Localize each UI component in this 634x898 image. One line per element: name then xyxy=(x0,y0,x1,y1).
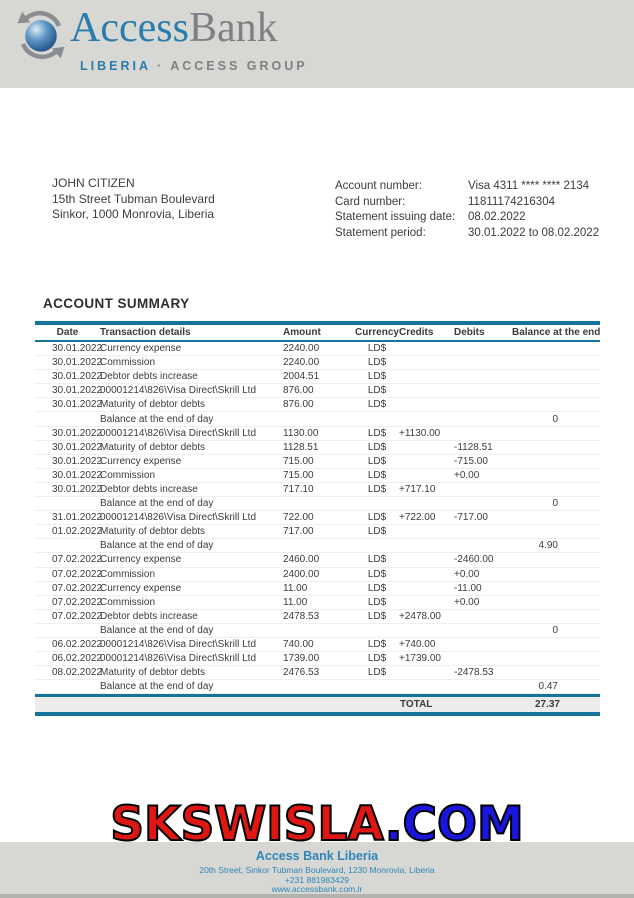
cell-details: Currency expense xyxy=(100,554,182,566)
cell-debits: -717.00 xyxy=(454,512,488,524)
cell-date: 08.02.2022 xyxy=(52,667,103,679)
table-row xyxy=(35,370,600,384)
cell-amount: 2004.51 xyxy=(283,371,320,383)
cell-date: 30.01.2022 xyxy=(52,469,103,481)
table-row xyxy=(35,398,600,412)
cell-details: Balance at the end of day xyxy=(100,413,214,425)
cell-credits: +1739.00 xyxy=(399,653,441,665)
cell-amount: 1128.51 xyxy=(283,441,319,453)
footer-address: 20th Street, Sinkor Tubman Boulevard, 1230 Monrovia, Liberia xyxy=(199,865,435,875)
cell-details: Balance at the end of day xyxy=(100,681,214,693)
account-info-block xyxy=(335,179,599,241)
cell-currency: LD$ xyxy=(367,357,387,369)
table-row xyxy=(35,582,600,596)
cell-date: 06.02.2022 xyxy=(52,639,103,651)
cell-date: 07.02.2022 xyxy=(52,610,103,622)
cell-currency: LD$ xyxy=(367,554,387,566)
cell-details: Commission xyxy=(100,596,156,608)
footer-phone: +231 881983429 xyxy=(284,874,350,885)
accessbank-logo-icon xyxy=(14,8,68,62)
table-row xyxy=(35,497,600,511)
cell-currency: LD$ xyxy=(367,455,387,467)
account-summary-title: ACCOUNT SUMMARY xyxy=(43,296,190,311)
table-rows xyxy=(35,342,600,694)
table-row xyxy=(35,624,600,638)
cell-credits: +740.00 xyxy=(399,639,436,651)
cell-currency: LD$ xyxy=(367,427,387,439)
table-row xyxy=(35,666,600,680)
cell-date: 30.01.2022 xyxy=(52,343,103,355)
cell-amount: 876.00 xyxy=(283,385,314,397)
footer-bank-name: Access Bank Liberia xyxy=(255,849,379,863)
customer-address-block xyxy=(52,176,215,223)
cell-date: 30.01.2022 xyxy=(52,399,103,411)
cell-details: 00001214\826\Visa Direct\Skrill Ltd xyxy=(100,512,257,524)
cell-details: Currency expense xyxy=(100,582,182,594)
table-row xyxy=(35,610,600,624)
statement-issuing-date-row xyxy=(335,210,599,226)
cell-amount: 2476.53 xyxy=(283,667,320,679)
footer-website: www.accessbank.com.lr xyxy=(271,884,363,894)
statement-issuing-date-value: 08.02.2022 xyxy=(468,211,526,224)
cell-amount: 740.00 xyxy=(283,639,314,651)
cell-currency: LD$ xyxy=(367,653,387,665)
cell-details: Debtor debts increase xyxy=(100,483,198,495)
logo-tagline xyxy=(80,59,308,73)
table-row xyxy=(35,568,600,582)
table-row xyxy=(35,511,600,525)
cell-details: Maturity of debtor debts xyxy=(100,399,206,411)
cell-amount: 2240.00 xyxy=(283,357,320,369)
table-bottom-rule xyxy=(35,712,600,716)
cell-credits: +722.00 xyxy=(399,512,436,524)
cell-amount: 2400.00 xyxy=(283,568,320,580)
card-number-row xyxy=(335,195,599,211)
table-row xyxy=(35,356,600,370)
customer-name: JOHN CITIZEN xyxy=(52,176,135,190)
cell-date: 07.02.2022 xyxy=(52,554,103,566)
column-header-credits: Credits xyxy=(399,327,434,338)
cell-currency: LD$ xyxy=(367,582,387,594)
cell-date: 06.02.2022 xyxy=(52,653,103,665)
account-number-row xyxy=(335,179,599,195)
statement-period-label: Statement period: xyxy=(335,226,426,239)
cell-currency: LD$ xyxy=(367,399,387,411)
cell-amount: 1739.00 xyxy=(283,653,320,665)
table-row xyxy=(35,652,600,666)
cell-debits: -2460.00 xyxy=(454,554,494,566)
column-header-amount: Amount xyxy=(283,327,321,338)
cell-details: Commission xyxy=(100,357,156,369)
cell-debits: -2478.53 xyxy=(454,667,494,679)
cell-details: Currency expense xyxy=(100,343,182,355)
tagline-separator: · xyxy=(157,59,165,73)
column-header-debits: Debits xyxy=(454,327,485,338)
cell-currency: LD$ xyxy=(367,610,387,622)
cell-balance: 0.47 xyxy=(538,681,558,693)
customer-address-line1: 15th Street Tubman Boulevard xyxy=(52,191,215,206)
cell-debits: +0.00 xyxy=(454,469,480,481)
cell-balance: 4.90 xyxy=(538,540,558,552)
cell-amount: 722.00 xyxy=(283,512,314,524)
table-row xyxy=(35,525,600,539)
table-total-row xyxy=(35,697,600,712)
header-band xyxy=(0,0,634,88)
cell-amount: 715.00 xyxy=(283,455,314,467)
total-value: 27.37 xyxy=(534,699,560,711)
cell-details: Commission xyxy=(100,469,156,481)
cell-debits: +0.00 xyxy=(454,596,480,608)
table-row xyxy=(35,680,600,694)
cell-balance: 0 xyxy=(552,498,558,510)
table-row xyxy=(35,427,600,441)
footer-bottom-edge xyxy=(0,894,634,898)
cell-currency: LD$ xyxy=(367,371,387,383)
cell-date: 30.01.2022 xyxy=(52,483,103,495)
cell-details: Balance at the end of day xyxy=(100,624,214,636)
cell-details: 00001214\826\Visa Direct\Skrill Ltd xyxy=(100,639,257,651)
cell-date: 31.01.2022 xyxy=(52,512,103,524)
tagline-access-group: ACCESS GROUP xyxy=(170,59,308,73)
cell-amount: 876.00 xyxy=(283,399,314,411)
footer-band xyxy=(0,842,634,898)
table-row xyxy=(35,441,600,455)
cell-credits: +2478.00 xyxy=(399,610,441,622)
statement-period-value: 30.01.2022 to 08.02.2022 xyxy=(468,226,600,239)
table-row xyxy=(35,638,600,652)
watermark-text-blue: .COM xyxy=(384,797,524,852)
cell-date: 30.01.2022 xyxy=(52,455,103,467)
cell-date: 01.02.2022 xyxy=(52,526,103,538)
cell-details: Commission xyxy=(100,568,156,580)
table-row xyxy=(35,412,600,426)
cell-amount: 1130.00 xyxy=(283,427,319,439)
cell-date: 30.01.2022 xyxy=(52,357,103,369)
table-row xyxy=(35,596,600,610)
table-row xyxy=(35,455,600,469)
cell-currency: LD$ xyxy=(367,343,387,355)
column-header-currency: Currency xyxy=(355,327,399,338)
customer-address-line2: Sinkor, 1000 Monrovia, Liberia xyxy=(52,207,215,221)
table-row xyxy=(35,553,600,567)
table-row xyxy=(35,384,600,398)
cell-amount: 715.00 xyxy=(283,469,314,481)
cell-currency: LD$ xyxy=(367,441,387,453)
table-row xyxy=(35,342,600,356)
account-number-value: Visa 4311 **** **** 2134 xyxy=(468,180,590,192)
cell-currency: LD$ xyxy=(367,469,387,481)
transactions-table xyxy=(35,321,600,716)
cell-debits: -715.00 xyxy=(454,455,488,467)
cell-amount: 717.00 xyxy=(283,526,314,538)
cell-date: 30.01.2022 xyxy=(52,385,103,397)
bank-logo-wordmark xyxy=(70,2,278,54)
cell-currency: LD$ xyxy=(367,568,387,580)
cell-details: Maturity of debtor debts xyxy=(100,441,206,453)
cell-amount: 717.10 xyxy=(283,483,314,495)
column-header-details: Transaction details xyxy=(100,327,191,338)
cell-date: 30.01.2022 xyxy=(52,441,103,453)
cell-currency: LD$ xyxy=(367,596,387,608)
cell-currency: LD$ xyxy=(367,512,387,524)
cell-currency: LD$ xyxy=(367,385,387,397)
cell-currency: LD$ xyxy=(367,483,387,495)
cell-details: Balance at the end of day xyxy=(100,498,214,510)
cell-amount: 11.00 xyxy=(283,596,308,608)
cell-details: Balance at the end of day xyxy=(100,540,214,552)
cell-date: 30.01.2022 xyxy=(52,371,103,383)
cell-credits: +1130.00 xyxy=(399,427,441,439)
cell-details: 00001214\826\Visa Direct\Skrill Ltd xyxy=(100,427,257,439)
cell-details: Debtor debts increase xyxy=(100,371,198,383)
cell-amount: 2478.53 xyxy=(283,610,320,622)
cell-debits: -11.00 xyxy=(454,582,482,594)
card-number-value: 11811174216304 xyxy=(468,195,555,208)
cell-date: 07.02.2022 xyxy=(52,568,103,580)
cell-date: 07.02.2022 xyxy=(52,596,103,608)
cell-details: Currency expense xyxy=(100,455,182,467)
account-number-label: Account number: xyxy=(335,180,422,192)
cell-date: 07.02.2022 xyxy=(52,582,103,594)
cell-details: 00001214\826\Visa Direct\Skrill Ltd xyxy=(100,385,257,397)
table-row xyxy=(35,539,600,553)
cell-credits: +717.10 xyxy=(399,483,436,495)
logo-bank-text: Bank xyxy=(188,5,278,51)
cell-amount: 2460.00 xyxy=(283,554,320,566)
column-header-balance: Balance at the end xyxy=(512,327,601,338)
cell-details: 00001214\826\Visa Direct\Skrill Ltd xyxy=(100,653,257,665)
cell-details: Maturity of debtor debts xyxy=(100,667,206,679)
cell-date: 30.01.2022 xyxy=(52,427,103,439)
table-row xyxy=(35,483,600,497)
cell-currency: LD$ xyxy=(367,526,387,538)
column-header-date: Date xyxy=(56,327,79,338)
cell-debits: +0.00 xyxy=(454,568,480,580)
logo-access-text: Access xyxy=(70,5,189,51)
cell-currency: LD$ xyxy=(367,639,387,651)
cell-amount: 11.00 xyxy=(283,582,308,594)
statement-period-row xyxy=(335,226,599,242)
cell-balance: 0 xyxy=(552,624,558,636)
watermark-text-red: SKSWISLA xyxy=(110,797,385,852)
total-label: TOTAL xyxy=(400,699,433,711)
cell-debits: -1128.51 xyxy=(454,441,493,453)
cell-details: Maturity of debtor debts xyxy=(100,526,206,538)
cell-details: Debtor debts increase xyxy=(100,610,198,622)
table-header-row xyxy=(35,325,600,340)
cell-amount: 2240.00 xyxy=(283,343,320,355)
card-number-label: Card number: xyxy=(335,195,406,208)
table-row xyxy=(35,469,600,483)
statement-issuing-date-label: Statement issuing date: xyxy=(335,211,456,224)
cell-balance: 0 xyxy=(552,413,558,425)
cell-currency: LD$ xyxy=(367,667,387,679)
tagline-liberia: LIBERIA xyxy=(80,59,151,73)
